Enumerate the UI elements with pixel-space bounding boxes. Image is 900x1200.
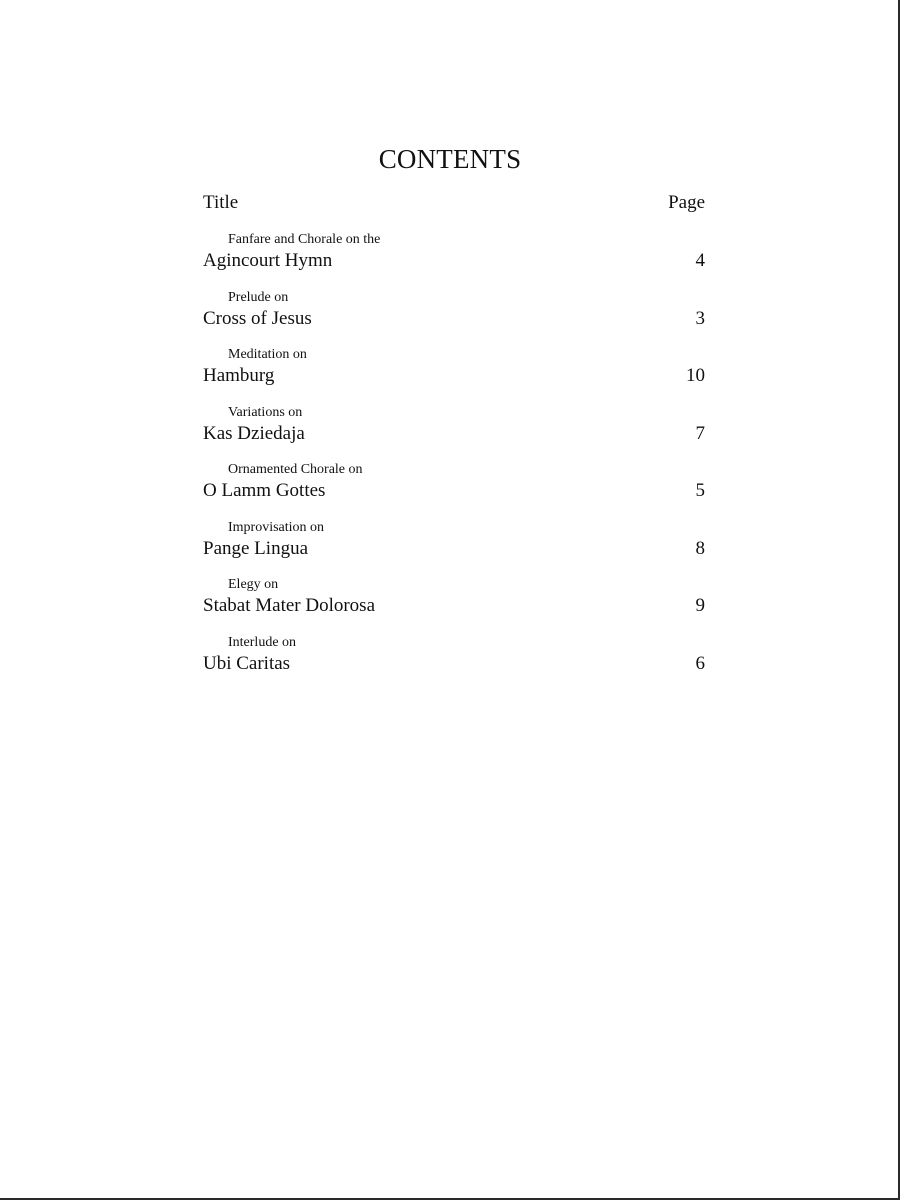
contents-entry bbox=[203, 343, 705, 401]
entry-title: Ubi Caritas bbox=[203, 652, 291, 674]
entry-page-number: 4 bbox=[695, 250, 705, 271]
entry-subtitle: Meditation on bbox=[228, 347, 307, 362]
contents-entry bbox=[203, 631, 705, 689]
entry-subtitle: Interlude on bbox=[228, 634, 297, 650]
column-header-page: Page bbox=[668, 192, 705, 213]
entry-title: Kas Dziedaja bbox=[203, 422, 305, 444]
entry-subtitle: Elegy on bbox=[228, 577, 279, 592]
entry-title: Cross of Jesus bbox=[203, 307, 312, 329]
entry-page-number: 10 bbox=[686, 365, 705, 386]
contents-entry bbox=[203, 458, 705, 516]
contents-entry bbox=[203, 228, 705, 286]
entry-page-number: 9 bbox=[695, 595, 705, 616]
contents-entry bbox=[203, 286, 705, 344]
entry-title: Stabat Mater Dolorosa bbox=[203, 595, 376, 616]
column-header-title: Title bbox=[203, 192, 239, 213]
contents-list bbox=[203, 228, 705, 688]
entry-page-number: 5 bbox=[695, 480, 705, 501]
contents-entry bbox=[203, 573, 705, 631]
entry-title: Hamburg bbox=[203, 365, 275, 386]
entry-subtitle: Improvisation on bbox=[228, 519, 325, 535]
entry-title: Agincourt Hymn bbox=[203, 250, 333, 271]
entry-page-number: 7 bbox=[695, 422, 705, 444]
contents-entry bbox=[203, 516, 705, 574]
entry-subtitle: Variations on bbox=[228, 404, 303, 420]
entry-title: O Lamm Gottes bbox=[203, 480, 326, 501]
entry-subtitle: Ornamented Chorale on bbox=[228, 462, 363, 477]
entry-page-number: 6 bbox=[695, 652, 705, 674]
entry-subtitle: Fanfare and Chorale on the bbox=[228, 232, 381, 247]
page-title: CONTENTS bbox=[378, 144, 522, 174]
entry-subtitle: Prelude on bbox=[228, 289, 289, 305]
contents-entry bbox=[203, 401, 705, 459]
entry-title: Pange Lingua bbox=[203, 537, 309, 559]
entry-page-number: 3 bbox=[695, 307, 705, 329]
entry-page-number: 8 bbox=[695, 537, 705, 559]
